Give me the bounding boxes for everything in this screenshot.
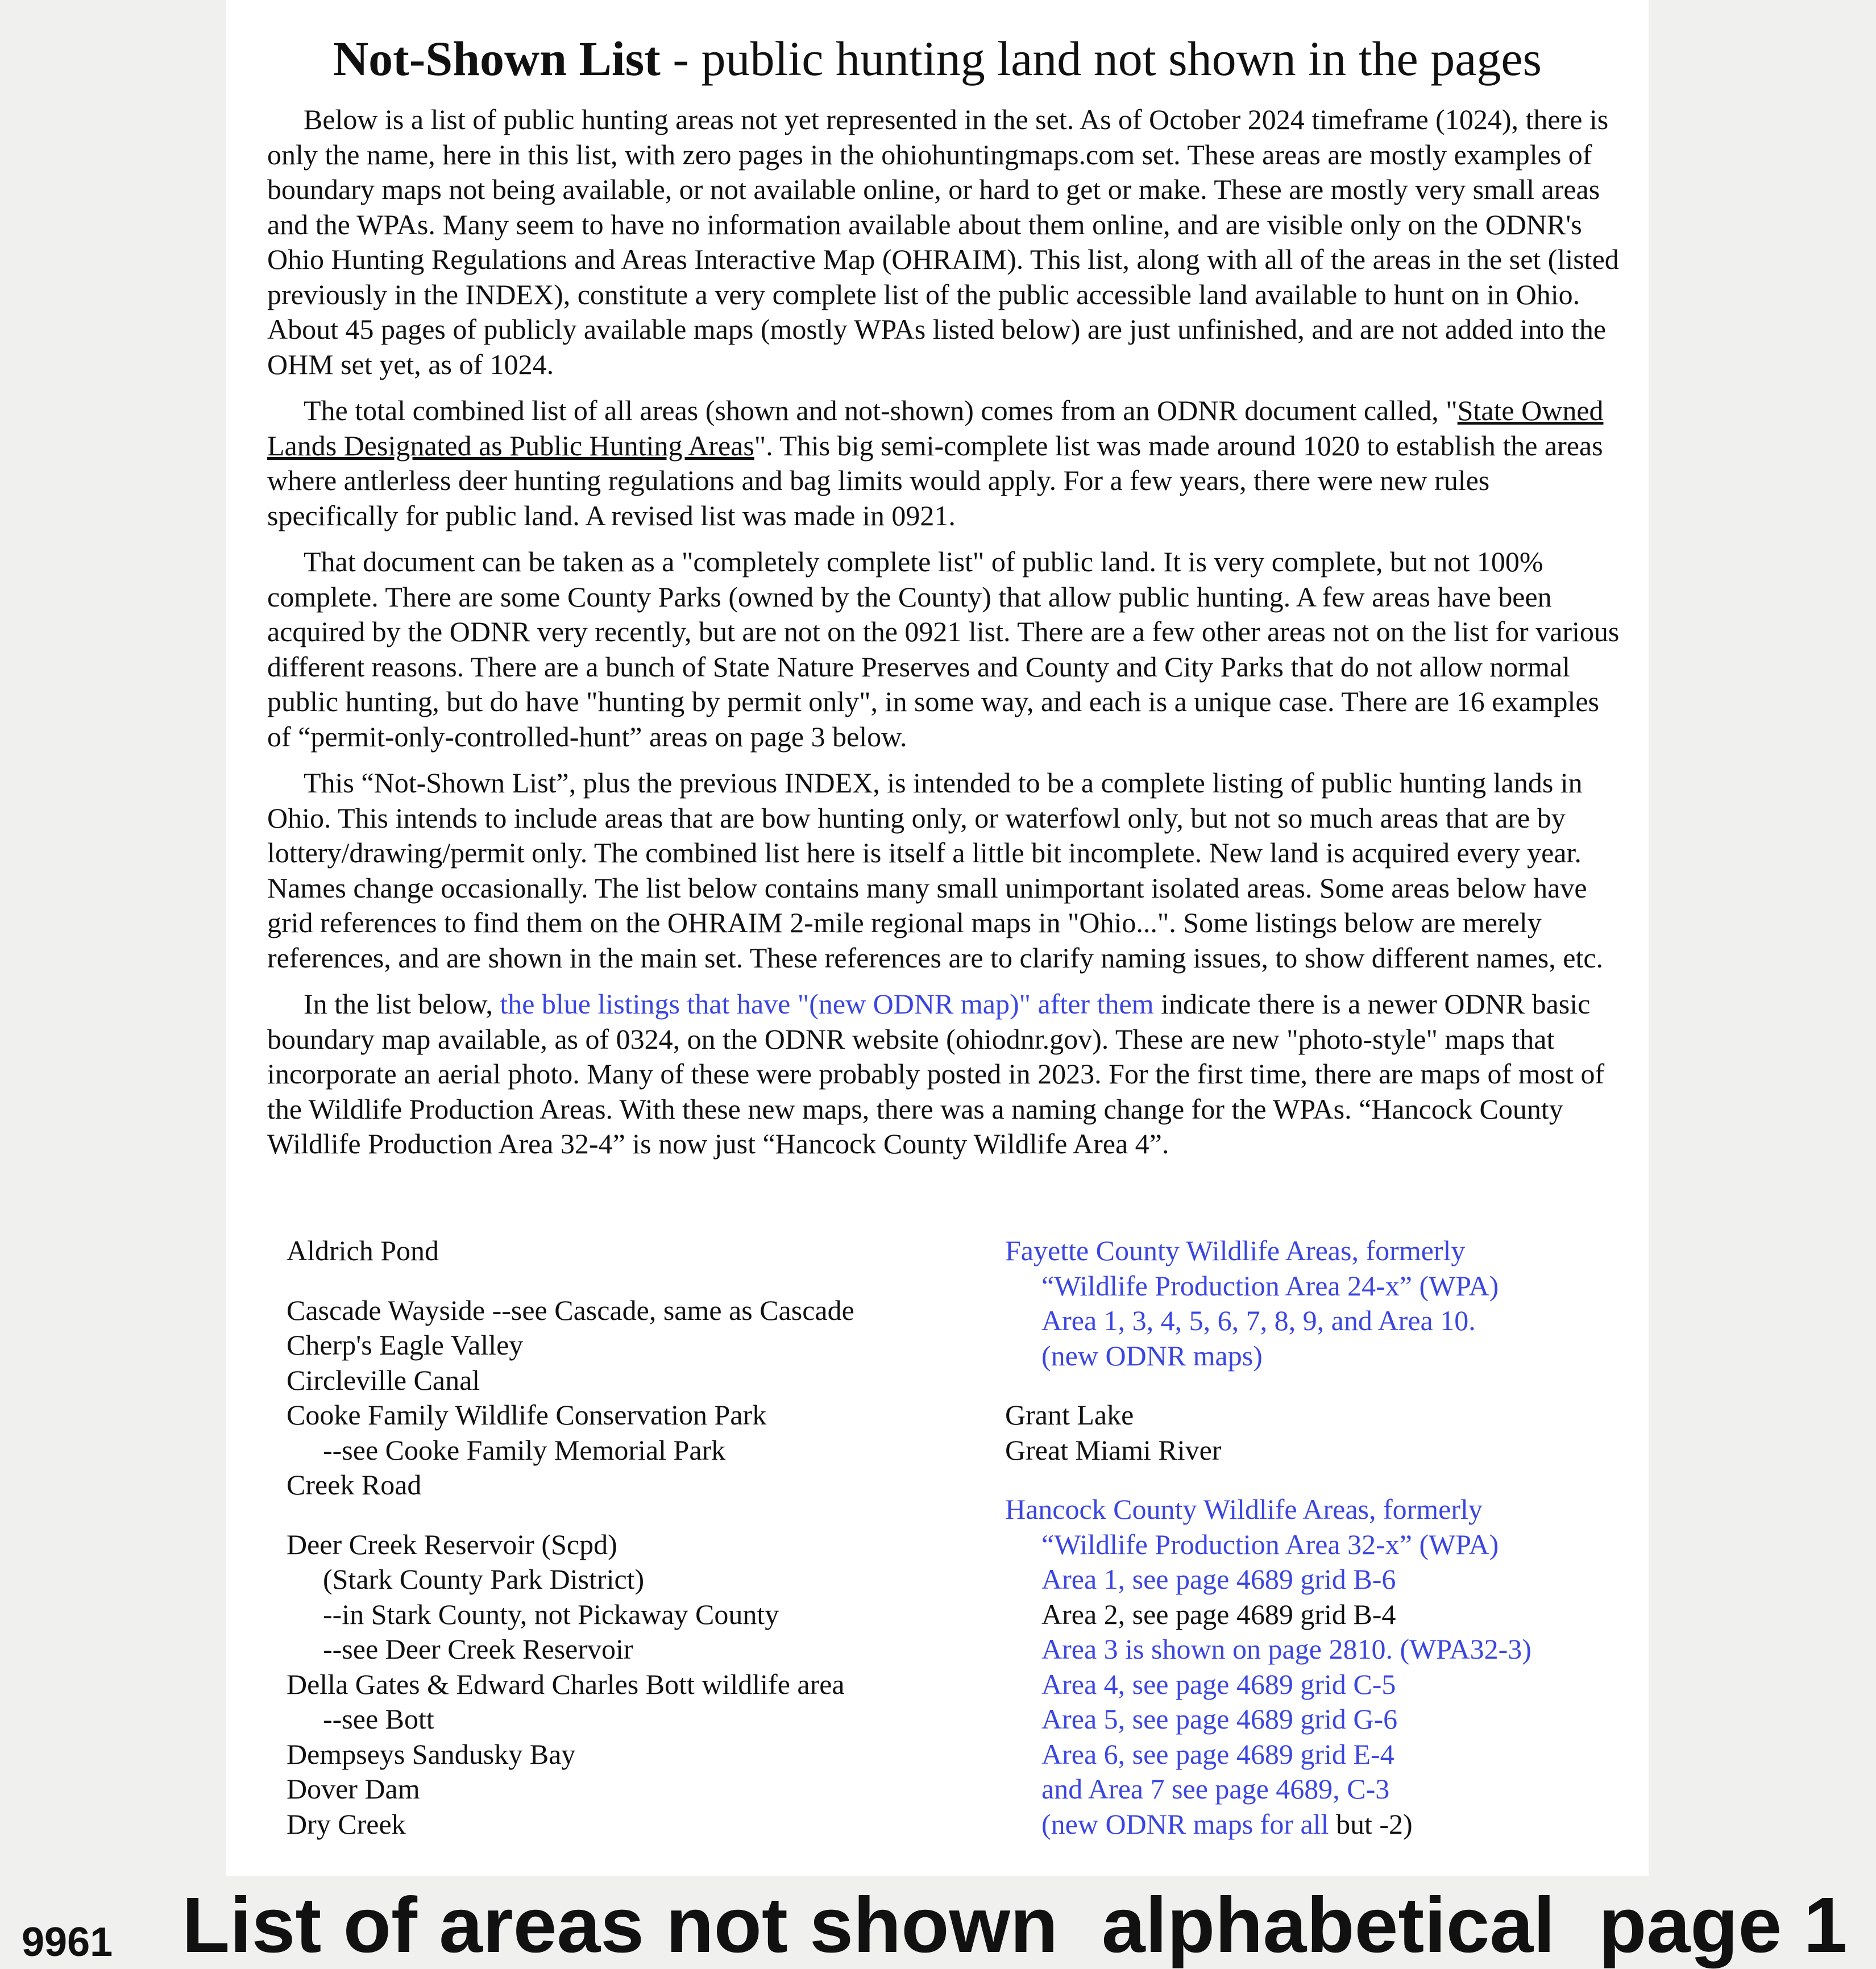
list-item: Creek Road [287,1469,422,1501]
list-item-note: --in Stark County, not Pickaway County [323,1598,779,1630]
intro-paragraph-1: Below is a list of public hunting areas not yet represented in the set. As of October 2024 timeframe (1024), there is only the name, here in this list, with zero pages in the ohiohuntingmaps.com set. These areas are mostly examples of boundary maps not being available, or not available online, or hard to get or make. These are mostly very small areas and the WPAs. Many seem to have no information available about them online, and are visible only on the ODNR's Ohio Hunting Regulations and Areas Interactive Map (OHRAIM). This list, along with all of the areas in the set (listed previously in the INDEX), constitute a very complete list of the public accessible land available to hunt on in Ohio. About 45 pages of publicly available maps (mostly WPAs listed below) are just unfinished, and are not added into the OHM set yet, as of 1024. [267,103,1619,380]
blue-part: (new ODNR maps for all [1041,1808,1329,1840]
list-item: Grant Lake [1005,1399,1134,1431]
list-item-note: “Wildlife Production Area 24-x” (WPA) [1041,1269,1499,1302]
list-item-note: Area 1, 3, 4, 5, 6, 7, 8, 9, and Area 10. [1041,1305,1476,1336]
p5-text-b: indicate there is a newer ODNR basic boundary map available, as of 0324, on the ODNR website (ohiodnr.gov). These are new "photo-style" maps that incorporate an aerial photo. Many of these were probably posted in 2023. For the first time, there are maps of most of the Wildlife Production Areas. With these new maps, there was a naming change for the WPAs. “Hancock County Wildlife Production Area 32-4” is now just “Hancock County Wildlife Area 4”. [267,988,1605,1160]
blue-listing-note: the blue listings that have "(new ODNR map)" after them [500,988,1154,1020]
list-item: Circleville Canal [287,1364,480,1396]
list-item: Cherp's Eagle Valley [287,1329,524,1361]
list-item-note: (new ODNR maps) [1041,1339,1263,1372]
page-title [226,27,1649,90]
list-item-note: Area 4, see page 4689 grid C-5 [1041,1668,1396,1700]
intro-text [267,102,1620,1173]
list-item: Great Miami River [1005,1434,1222,1466]
list-item: Della Gates & Edward Charles Bott wildlife area [287,1668,845,1700]
source-document-title: State Owned Lands Designated as Public Hunting Areas [267,394,1604,462]
list-item: Dempseys Sandusky Bay [287,1738,576,1770]
list-item: Fayette County Wildlife Areas, formerly [1005,1235,1466,1266]
list-item-note: Area 3 is shown on page 2810. (WPA32-3) [1041,1633,1531,1665]
list-item-note: Area 5, see page 4689 grid G-6 [1041,1703,1398,1735]
list-item: Dover Dam [287,1773,420,1805]
list-item-note: Area 1, see page 4689 grid B-6 [1041,1563,1396,1595]
list-item: Hancock County Wildlife Areas, formerly [1005,1493,1483,1525]
list-item: Aldrich Pond [287,1235,439,1266]
list-item-note [1005,1807,1630,1842]
intro-paragraph-4: This “Not-Shown List”, plus the previous INDEX, is intended to be a complete listing of public hunting lands in Ohio. This intends to include areas that are bow hunting only, or waterfowl only, but not so much areas that are by lottery/drawing/permit only. The combined list here is itself a little bit incomplete. New land is acquired every year. Names change occasionally. The list below contains many small unimportant isolated areas. Some areas below have grid references to find them on the OHRAIM 2-mile regional maps in "Ohio...". Some listings below are merely references, and are shown in the main set. These references are to clarify naming issues, to show different names, etc. [267,767,1604,974]
list-item-note: Area 6, see page 4689 grid E-4 [1041,1738,1394,1770]
intro-paragraph-3: That document can be taken as a "completely complete list" of public land. It is very complete, but not 100% complete. There are some County Parks (owned by the County) that allow public hunting. A few areas have been acquired by the ODNR very recently, but are not on the 0921 list. There are a few other areas not on the list for various different reasons. There are a bunch of State Nature Preserves and County and City Parks that do not allow normal public hunting, but do have "hunting by permit only", in some way, and each is a unique case. There are 16 examples of “permit-only-controlled-hunt” areas on page 3 below. [267,546,1620,753]
list-item: Deer Creek Reservoir (Scpd) [287,1528,617,1560]
p5-text-a: In the list below, [304,988,500,1020]
list-item: Dry Creek [287,1808,406,1840]
list-item: Cascade Wayside --see Cascade, same as Cascade [287,1294,854,1326]
intro-paragraph-2 [267,393,1620,533]
page-code: 9961 [22,1920,113,1965]
document-page [226,0,1649,1876]
list-item-note: (Stark County Park District) [323,1563,645,1595]
list-item-note: “Wildlife Production Area 32-x” (WPA) [1041,1528,1499,1560]
list-item-note: --see Cooke Family Memorial Park [323,1434,726,1466]
left-area-list [287,1233,969,1842]
list-item-note: --see Bott [323,1703,434,1735]
page-caption: List of areas not shown alphabetical page 1 [182,1881,1848,1969]
title-strong: Not-Shown List [333,31,661,86]
intro-paragraph-5 [267,987,1620,1162]
list-item-note: Area 2, see page 4689 grid B-4 [1041,1598,1396,1630]
list-item-note: --see Deer Creek Reservoir [323,1633,633,1665]
right-area-list [1005,1233,1630,1842]
title-subtitle: - public hunting land not shown in the pages [660,31,1542,86]
p2-text-b: ". This big semi-complete list was made around 1020 to establish the areas where antlerless deer hunting regulations and bag limits would apply. For a few years, there were new rules specifically for public land. A revised list was made in 0921. [267,429,1603,531]
list-item: Cooke Family Wildlife Conservation Park [287,1399,767,1431]
p2-text-a: The total combined list of all areas (shown and not-shown) comes from an ODNR document called, " [304,394,1458,426]
black-part: but -2) [1329,1808,1413,1840]
list-item-note: and Area 7 see page 4689, C-3 [1041,1773,1390,1805]
